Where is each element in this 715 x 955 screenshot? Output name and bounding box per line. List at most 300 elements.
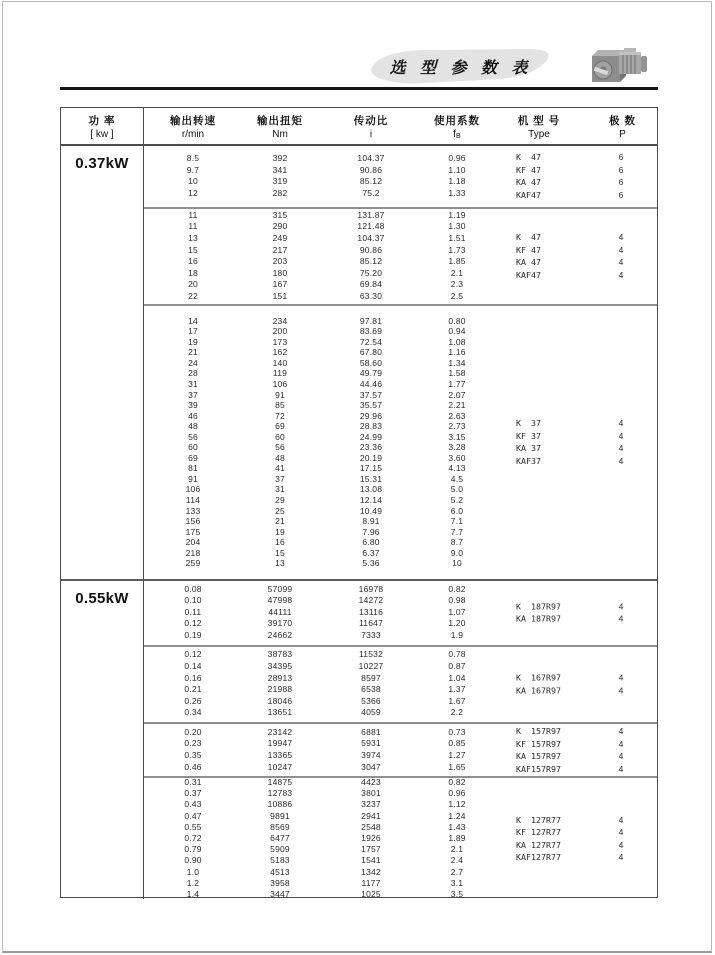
- table-row: [144, 484, 657, 495]
- table-row: [144, 684, 657, 696]
- poles-value: 4: [618, 750, 624, 761]
- cell-speed: 12: [188, 187, 198, 198]
- poles-list: [590, 231, 652, 281]
- poles-value: 4: [618, 763, 624, 774]
- cell-service-factor: 2.2: [450, 707, 464, 718]
- model-type: K 127R77: [516, 814, 561, 825]
- cell-ratio: 10.49: [359, 505, 383, 516]
- cell-ratio: 131.87: [357, 209, 385, 220]
- cell-speed: 39: [188, 400, 198, 411]
- table-row: [144, 279, 657, 291]
- group-rows: [144, 146, 657, 207]
- cell-torque: 234: [272, 315, 288, 326]
- table-row: [144, 176, 657, 188]
- poles-value: 4: [618, 600, 624, 611]
- cell-torque: 21988: [267, 684, 293, 695]
- cell-service-factor: 7.7: [450, 526, 464, 537]
- cell-torque: 28913: [267, 672, 293, 683]
- cell-service-factor: 1.89: [448, 833, 466, 844]
- cell-speed: 56: [188, 431, 198, 442]
- cell-speed: 15: [188, 244, 198, 255]
- cell-ratio: 72.54: [359, 336, 383, 347]
- cell-torque: 8569: [270, 821, 290, 832]
- table-row: [144, 618, 657, 630]
- table-row: [144, 833, 657, 844]
- cell-ratio: 5366: [361, 695, 381, 706]
- cell-torque: 180: [272, 267, 288, 278]
- cell-service-factor: 6.0: [450, 505, 464, 516]
- cell-speed: 16: [188, 256, 198, 267]
- cell-service-factor: 0.96: [448, 153, 466, 164]
- cell-torque: 34395: [267, 660, 293, 671]
- header-torque: [242, 108, 318, 144]
- header-ratio: [318, 108, 424, 144]
- cell-torque: 13: [275, 558, 285, 569]
- table-row: [144, 537, 657, 548]
- cell-speed: 0.90: [184, 855, 202, 866]
- cell-torque: 249: [272, 233, 288, 244]
- table-row: [144, 844, 657, 855]
- cell-speed: 204: [185, 537, 201, 548]
- poles-value: 4: [618, 443, 624, 454]
- cell-speed: 0.12: [184, 649, 202, 660]
- poles-value: 4: [618, 455, 624, 466]
- cell-service-factor: 1.18: [448, 176, 466, 187]
- cell-service-factor: 1.43: [448, 821, 466, 832]
- cell-torque: 9891: [270, 810, 290, 821]
- cell-service-factor: 3.15: [448, 431, 466, 442]
- cell-torque: 29: [275, 494, 285, 505]
- model-type: KA 37: [516, 443, 541, 454]
- cell-ratio: 1757: [361, 844, 381, 855]
- cell-torque: 56: [275, 442, 285, 453]
- cell-torque: 37: [275, 473, 285, 484]
- cell-service-factor: 1.20: [448, 618, 466, 629]
- cell-torque: 24662: [267, 629, 293, 640]
- group-rows: [144, 778, 657, 899]
- cell-service-factor: 0.80: [448, 315, 466, 326]
- cell-torque: 13651: [267, 707, 293, 718]
- cell-service-factor: 2.4: [450, 855, 464, 866]
- cell-torque: 4513: [270, 866, 290, 877]
- cell-speed: 48: [188, 421, 198, 432]
- cell-service-factor: 7.1: [450, 516, 464, 527]
- cell-speed: 31: [188, 378, 198, 389]
- header-poles: [588, 108, 657, 144]
- table-row: [144, 291, 657, 303]
- poles-value: 4: [618, 725, 624, 736]
- row-group: [144, 581, 657, 645]
- cell-service-factor: 1.77: [448, 378, 466, 389]
- cell-ratio: 16978: [358, 583, 384, 594]
- cell-torque: 21: [275, 516, 285, 527]
- cell-torque: 47998: [267, 595, 293, 606]
- cell-ratio: 104.37: [357, 233, 385, 244]
- poles-list: [590, 151, 652, 201]
- cell-speed: 69: [188, 452, 198, 463]
- model-list: [516, 600, 561, 625]
- model-type: K 167R97: [516, 672, 561, 683]
- cell-torque: 203: [272, 256, 288, 267]
- title-banner: [366, 46, 552, 86]
- model-list: [516, 151, 541, 201]
- model-type: KAF157R97: [516, 763, 561, 774]
- header-ratio-unit: i: [369, 129, 373, 140]
- cell-speed: 0.23: [184, 738, 202, 749]
- cell-torque: 200: [272, 326, 288, 337]
- poles-list: [590, 725, 652, 775]
- cell-speed: 0.72: [184, 833, 202, 844]
- header-type-unit: Type: [528, 129, 550, 140]
- cell-service-factor: 1.19: [448, 209, 466, 220]
- cell-service-factor: 1.08: [448, 336, 466, 347]
- table-header: [61, 108, 657, 146]
- cell-service-factor: 3.60: [448, 452, 466, 463]
- cell-speed: 0.19: [184, 629, 202, 640]
- table-row: [144, 727, 657, 739]
- table-row: [144, 506, 657, 517]
- cell-ratio: 7333: [361, 629, 381, 640]
- cell-torque: 162: [272, 347, 288, 358]
- table-row: [144, 661, 657, 673]
- cell-service-factor: 1.30: [448, 221, 466, 232]
- table-row: [144, 400, 657, 411]
- cell-speed: 9.7: [186, 164, 200, 175]
- cell-service-factor: 2.3: [450, 279, 464, 290]
- cell-speed: 0.46: [184, 761, 202, 772]
- table-row: [144, 630, 657, 642]
- cell-torque: 151: [272, 291, 288, 302]
- cell-torque: 19: [275, 526, 285, 537]
- cell-speed: 114: [185, 494, 201, 505]
- cell-torque: 23142: [267, 726, 293, 737]
- cell-service-factor: 1.04: [448, 672, 466, 683]
- cell-speed: 218: [185, 547, 201, 558]
- cell-ratio: 85.12: [359, 176, 383, 187]
- cell-speed: 28: [188, 368, 198, 379]
- cell-speed: 0.31: [184, 777, 202, 788]
- row-group: [144, 722, 657, 777]
- table-row: [144, 548, 657, 559]
- cell-ratio: 85.12: [359, 256, 383, 267]
- cell-ratio: 5931: [361, 738, 381, 749]
- table-row: [144, 889, 657, 900]
- cell-torque: 14875: [267, 777, 293, 788]
- table-row: [144, 347, 657, 358]
- cell-service-factor: 1.65: [448, 761, 466, 772]
- model-type: K 47: [516, 232, 541, 243]
- cell-service-factor: 4.13: [448, 463, 466, 474]
- cell-service-factor: 2.21: [448, 400, 466, 411]
- cell-service-factor: 1.07: [448, 606, 466, 617]
- cell-ratio: 6881: [361, 726, 381, 737]
- model-type: K 37: [516, 418, 541, 429]
- model-type: KA 127R77: [516, 839, 561, 850]
- cell-service-factor: 0.82: [448, 777, 466, 788]
- cell-ratio: 49.79: [359, 368, 383, 379]
- cell-ratio: 2548: [361, 821, 381, 832]
- cell-speed: 11: [188, 209, 198, 220]
- cell-speed: 1.4: [186, 889, 200, 900]
- model-type: KF 37: [516, 430, 541, 441]
- table-row: [144, 221, 657, 233]
- cell-ratio: 63.30: [359, 291, 383, 302]
- poles-value: 6: [618, 189, 624, 200]
- cell-ratio: 24.99: [359, 431, 383, 442]
- cell-service-factor: 2.63: [448, 410, 466, 421]
- table-row: [144, 822, 657, 833]
- cell-ratio: 8.91: [362, 516, 380, 527]
- cell-service-factor: 1.10: [448, 164, 466, 175]
- power-section: [61, 579, 657, 900]
- table-row: [144, 867, 657, 878]
- cell-ratio: 75.2: [362, 187, 380, 198]
- cell-service-factor: 9.0: [450, 547, 464, 558]
- cell-torque: 19947: [267, 738, 293, 749]
- cell-ratio: 3974: [361, 749, 381, 760]
- poles-value: 4: [618, 685, 624, 696]
- cell-service-factor: 0.94: [448, 326, 466, 337]
- cell-ratio: 1177: [361, 877, 381, 888]
- cell-torque: 69: [275, 421, 285, 432]
- cell-service-factor: 2.73: [448, 421, 466, 432]
- page-title: 选 型 参 数 表: [389, 60, 533, 77]
- cell-speed: 20: [188, 279, 198, 290]
- cell-speed: 24: [188, 357, 198, 368]
- cell-torque: 39170: [267, 618, 293, 629]
- cell-speed: 0.35: [184, 749, 202, 760]
- poles-value: 4: [618, 418, 624, 429]
- cell-ratio: 20.19: [359, 452, 383, 463]
- cell-ratio: 11647: [358, 618, 383, 629]
- poles-value: 4: [618, 839, 624, 850]
- table-row: [144, 188, 657, 200]
- cell-service-factor: 4.5: [450, 473, 464, 484]
- cell-service-factor: 1.12: [448, 799, 466, 810]
- model-list: [516, 672, 561, 697]
- table-row: [144, 595, 657, 607]
- model-type: KA 47: [516, 257, 541, 268]
- cell-ratio: 1025: [361, 889, 381, 900]
- cell-ratio: 3237: [361, 799, 381, 810]
- cell-ratio: 13116: [358, 606, 383, 617]
- cell-speed: 175: [185, 526, 201, 537]
- cell-speed: 0.10: [184, 595, 202, 606]
- cell-torque: 31: [275, 484, 285, 495]
- cell-speed: 0.47: [184, 810, 202, 821]
- table-row: [144, 495, 657, 506]
- poles-value: 4: [618, 430, 624, 441]
- power-section: [61, 146, 657, 579]
- header-power-unit: [ kw ]: [90, 129, 114, 140]
- table-row: [144, 696, 657, 708]
- cell-ratio: 83.69: [359, 326, 383, 337]
- cell-speed: 0.12: [184, 618, 202, 629]
- cell-ratio: 44.46: [359, 378, 383, 389]
- cell-service-factor: 0.87: [448, 660, 466, 671]
- cell-ratio: 35.57: [359, 400, 383, 411]
- cell-service-factor: 2.07: [448, 389, 466, 400]
- table-row: [144, 268, 657, 280]
- table-row: [144, 878, 657, 889]
- cell-ratio: 1342: [361, 866, 381, 877]
- group-rows: [144, 306, 657, 579]
- cell-ratio: 104.37: [357, 153, 385, 164]
- cell-service-factor: 1.58: [448, 368, 466, 379]
- row-group: [144, 645, 657, 722]
- cell-service-factor: 8.7: [450, 537, 464, 548]
- cell-ratio: 11532: [358, 649, 383, 660]
- table-row: [144, 165, 657, 177]
- cell-speed: 156: [185, 516, 201, 527]
- cell-ratio: 4059: [361, 707, 381, 718]
- cell-torque: 167: [272, 279, 288, 290]
- header-poles-unit: P: [619, 129, 626, 140]
- cell-ratio: 23.36: [359, 442, 383, 453]
- cell-ratio: 17.15: [359, 463, 383, 474]
- cell-torque: 18046: [267, 695, 293, 706]
- model-list: [516, 231, 541, 281]
- table-row: [144, 750, 657, 762]
- table-row: [144, 233, 657, 245]
- power-label: 0.37kW: [61, 146, 144, 579]
- header-rule: [60, 87, 658, 90]
- model-type: KF 47: [516, 164, 541, 175]
- model-list: [516, 813, 561, 863]
- poles-list: [590, 600, 652, 625]
- header-power: [61, 108, 144, 144]
- cell-speed: 60: [188, 442, 198, 453]
- cell-speed: 0.14: [184, 660, 202, 671]
- cell-service-factor: 1.67: [448, 695, 466, 706]
- poles-value: 4: [618, 738, 624, 749]
- cell-ratio: 1926: [361, 833, 381, 844]
- cell-speed: 1.2: [186, 877, 200, 888]
- header-service-factor: [424, 108, 490, 144]
- cell-ratio: 121.48: [357, 221, 385, 232]
- cell-speed: 19: [188, 336, 198, 347]
- table-row: [144, 421, 657, 432]
- cell-torque: 41: [275, 463, 285, 474]
- cell-torque: 119: [272, 368, 288, 379]
- cell-speed: 8.5: [186, 153, 200, 164]
- table-row: [144, 316, 657, 327]
- cell-speed: 0.20: [184, 726, 202, 737]
- cell-torque: 91: [275, 389, 285, 400]
- model-type: KA 157R97: [516, 750, 561, 761]
- model-list: [516, 417, 541, 467]
- cell-torque: 290: [272, 221, 288, 232]
- row-group: [144, 207, 657, 305]
- header-power-zh: 功 率: [88, 115, 116, 127]
- cell-ratio: 97.81: [359, 315, 383, 326]
- cell-service-factor: 1.33: [448, 187, 466, 198]
- power-label: 0.55kW: [61, 581, 144, 900]
- cell-service-factor: 5.2: [450, 494, 464, 505]
- cell-speed: 106: [185, 484, 201, 495]
- header-poles-zh: 极 数: [609, 115, 636, 127]
- gearmotor-image: [586, 42, 650, 88]
- cell-speed: 0.11: [184, 606, 202, 617]
- cell-torque: 12783: [267, 788, 293, 799]
- cell-service-factor: 1.51: [448, 233, 466, 244]
- header-type: [490, 108, 588, 144]
- cell-speed: 0.26: [184, 695, 202, 706]
- selection-table: [60, 107, 658, 898]
- cell-torque: 217: [272, 244, 288, 255]
- table-row: [144, 855, 657, 866]
- cell-service-factor: 1.85: [448, 256, 466, 267]
- cell-torque: 44111: [268, 606, 292, 617]
- cell-ratio: 58.60: [359, 357, 383, 368]
- cell-ratio: 10227: [358, 660, 384, 671]
- cell-speed: 0.37: [184, 788, 202, 799]
- header-speed-unit: r/min: [181, 129, 205, 140]
- cell-torque: 16: [275, 537, 285, 548]
- section-rows-area: [144, 581, 657, 900]
- cell-ratio: 6.37: [362, 547, 380, 558]
- cell-ratio: 75.20: [359, 267, 383, 278]
- cell-speed: 14: [188, 315, 198, 326]
- model-type: K 187R97: [516, 600, 561, 611]
- cell-speed: 18: [188, 267, 198, 278]
- table-row: [144, 607, 657, 619]
- cell-torque: 5183: [270, 855, 290, 866]
- cell-ratio: 8597: [361, 672, 381, 683]
- table-row: [144, 326, 657, 337]
- poles-value: 6: [618, 177, 624, 188]
- cell-torque: 60: [275, 431, 285, 442]
- cell-torque: 25: [275, 505, 285, 516]
- cell-ratio: 13.08: [359, 484, 383, 495]
- model-type: KAF127R77: [516, 852, 561, 863]
- table-row: [144, 649, 657, 661]
- cell-torque: 3958: [270, 877, 290, 888]
- header-speed-zh: 输出转速: [170, 115, 216, 127]
- table-row: [144, 558, 657, 569]
- header-factor-unit: fB: [453, 129, 461, 140]
- poles-value: 4: [618, 814, 624, 825]
- header-torque-zh: 输出扭矩: [257, 115, 303, 127]
- cell-ratio: 69.84: [359, 279, 383, 290]
- cell-service-factor: 1.73: [448, 244, 466, 255]
- cell-torque: 57099: [267, 583, 293, 594]
- model-type: KF 47: [516, 244, 541, 255]
- cell-speed: 0.34: [184, 707, 202, 718]
- table-row: [144, 245, 657, 257]
- table-row: [144, 762, 657, 774]
- cell-speed: 81: [188, 463, 198, 474]
- cell-service-factor: 0.78: [448, 649, 466, 660]
- table-row: [144, 673, 657, 685]
- cell-service-factor: 2.5: [450, 291, 464, 302]
- table-row: [144, 527, 657, 538]
- cell-ratio: 5.36: [362, 558, 380, 569]
- cell-service-factor: 0.98: [448, 595, 466, 606]
- header-factor-zh: 使用系数: [434, 115, 480, 127]
- model-type: KA 187R97: [516, 613, 561, 624]
- cell-speed: 0.16: [184, 672, 202, 683]
- cell-ratio: 12.14: [359, 494, 383, 505]
- cell-service-factor: 2.1: [450, 844, 464, 855]
- poles-value: 4: [618, 232, 624, 243]
- model-type: KAF47: [516, 189, 541, 200]
- table-row: [144, 788, 657, 799]
- model-type: KA 47: [516, 177, 541, 188]
- cell-speed: 21: [188, 347, 198, 358]
- table-row: [144, 411, 657, 422]
- table-row: [144, 777, 657, 788]
